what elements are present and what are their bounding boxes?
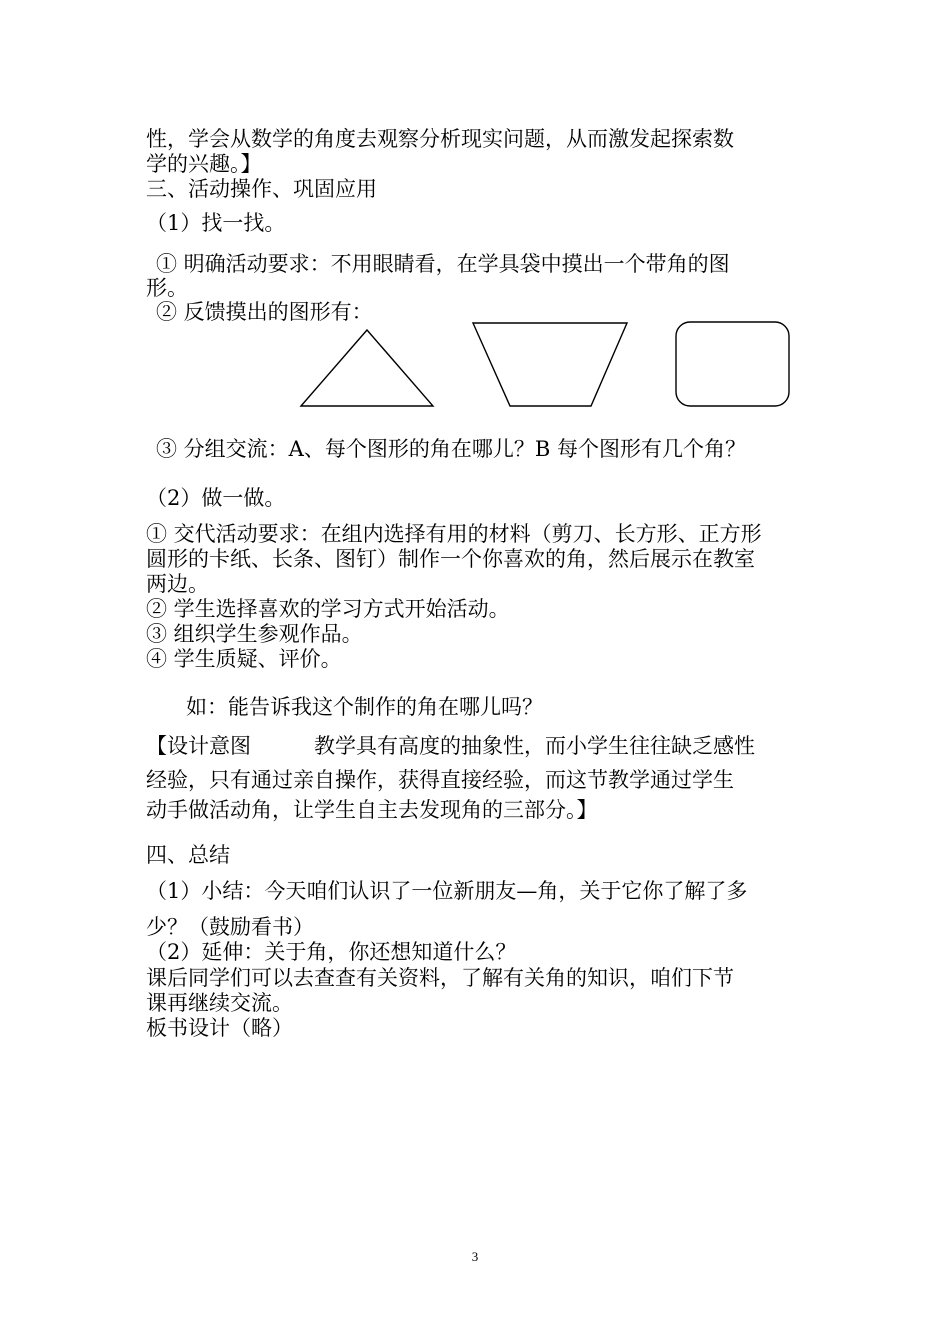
page-number: 3 — [471, 1249, 479, 1264]
text-line: ③ 分组交流：A、每个图形的角在哪儿？B 每个图形有几个角？ — [156, 437, 746, 461]
rounded-rectangle-shape — [676, 322, 789, 406]
triangle-shape — [301, 330, 433, 406]
text-line: 板书设计（略） — [146, 1016, 293, 1040]
trapezoid-shape — [473, 323, 627, 406]
shapes-figure — [290, 318, 810, 418]
subsection-heading: （2）做一做。 — [146, 486, 286, 510]
text-line: ④ 学生质疑、评价。 — [146, 647, 342, 671]
text-line: ① 交代活动要求：在组内选择有用的材料（剪刀、长方形、正方形 — [146, 522, 762, 546]
text-line: （1）小结：今天咱们认识了一位新朋友—角，关于它你了解了多 — [146, 879, 748, 903]
section-heading: 四、总结 — [146, 843, 230, 867]
design-intent-line: 【设计意图 教学具有高度的抽象性，而小学生往往缺乏感性 — [146, 734, 755, 758]
section-heading: 三、活动操作、巩固应用 — [146, 177, 377, 201]
text-line: ① 明确活动要求：不用眼睛看，在学具袋中摸出一个带角的图 — [156, 252, 730, 276]
text-line: 动手做活动角，让学生自主去发现角的三部分。】 — [146, 798, 598, 822]
subsection-heading: （1）找一找。 — [146, 211, 286, 235]
text-line: 形。 — [146, 276, 188, 300]
text-line: 课后同学们可以去查查有关资料，了解有关角的知识，咱们下节 — [146, 966, 734, 990]
text-line: 经验，只有通过亲自操作，获得直接经验，而这节教学通过学生 — [146, 768, 734, 792]
text-line: 两边。 — [146, 572, 209, 596]
text-line: ② 学生选择喜欢的学习方式开始活动。 — [146, 597, 510, 621]
text-line: ② 反馈摸出的图形有： — [156, 300, 373, 324]
text-line: 如：能告诉我这个制作的角在哪儿吗？ — [186, 695, 543, 719]
text-line: 学的兴趣。】 — [146, 152, 262, 176]
text-line: 课再继续交流。 — [146, 991, 293, 1015]
text-line: 少？（鼓励看书） — [146, 915, 314, 939]
text-line: （2）延伸：关于角，你还想知道什么？ — [146, 940, 517, 964]
text-line: 圆形的卡纸、长条、图钉）制作一个你喜欢的角，然后展示在教室 — [146, 547, 755, 571]
text-line: 性，学会从数学的角度去观察分析现实问题，从而激发起探索数 — [146, 127, 734, 151]
text-line: ③ 组织学生参观作品。 — [146, 622, 363, 646]
